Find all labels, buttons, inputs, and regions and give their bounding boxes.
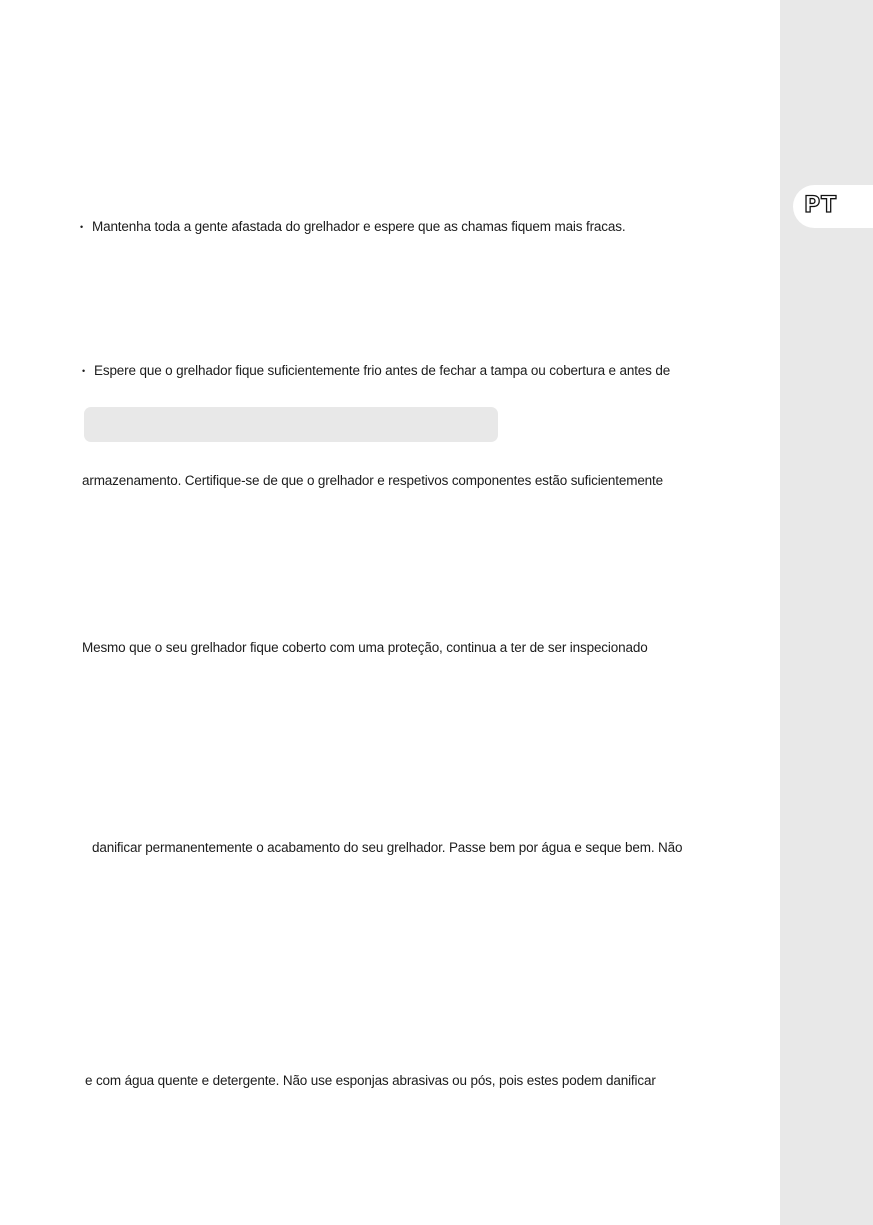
text-line-bullet-2	[82, 362, 670, 380]
bullet-icon: •	[80, 222, 84, 232]
bullet-icon: •	[82, 366, 86, 376]
text-line-5: danificar permanentemente o acabamento do seu grelhador. Passe bem por água e seque bem. Não	[92, 840, 683, 855]
line-text: Espere que o grelhador fique suficientemente frio antes de fechar a tampa ou cobertura e antes de	[94, 363, 671, 378]
line-text: Mantenha toda a gente afastada do grelhador e espere que as chamas fiquem mais fracas.	[92, 219, 626, 234]
text-line-6: e com água quente e detergente. Não use esponjas abrasivas ou pós, pois estes podem danificar	[85, 1073, 656, 1088]
language-tab-label: PT	[804, 193, 838, 218]
redacted-text-block	[84, 407, 498, 442]
language-sidebar	[780, 0, 873, 1225]
text-line-bullet-1	[80, 218, 625, 236]
text-line-4: Mesmo que o seu grelhador fique coberto com uma proteção, continua a ter de ser inspecionado	[82, 640, 648, 655]
text-line-3: armazenamento. Certifique-se de que o grelhador e respetivos componentes estão suficientemente	[82, 473, 663, 488]
